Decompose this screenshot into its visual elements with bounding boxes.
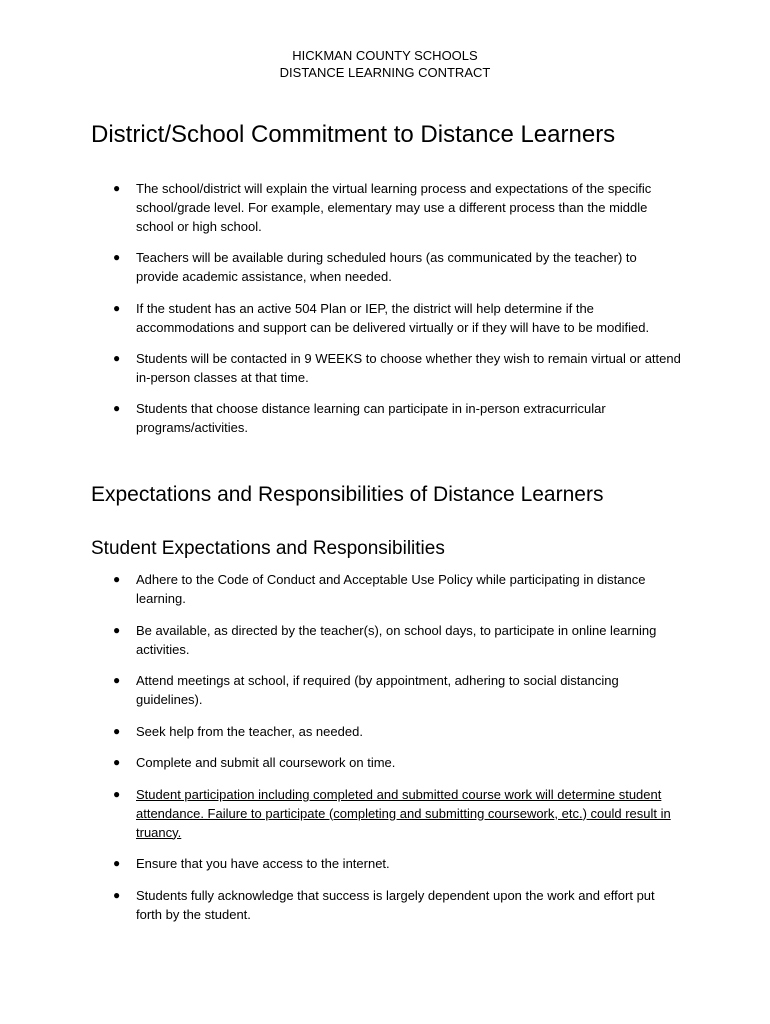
list-item xyxy=(91,886,681,924)
list-item-text: If the student has an active 504 Plan or IEP, the district will help determine if the accommodations and support can be delivered virtually or if they will have to be modified. xyxy=(136,300,650,335)
list-item xyxy=(91,722,681,741)
bullet-icon: ● xyxy=(113,856,121,870)
bullet-icon: ● xyxy=(113,181,121,195)
bullet-icon: ● xyxy=(113,572,121,586)
attendance-policy-text: Student participation including completed and submitted course work will determine student attendance. Failure to participate (completing and submitting coursework, etc.) could result in truancy. xyxy=(136,786,671,840)
bullet-icon: ● xyxy=(113,786,121,801)
list-item xyxy=(91,753,681,772)
list-item-text: Ensure that you have access to the internet. xyxy=(136,856,390,871)
document-header xyxy=(0,47,770,81)
expectations-heading: Expectations and Responsibilities of Distance Learners xyxy=(91,483,604,506)
list-item xyxy=(91,785,681,842)
list-item xyxy=(91,248,681,286)
header-district: HICKMAN COUNTY SCHOOLS xyxy=(292,48,478,63)
list-item-text: Attend meetings at school, if required (by appointment, adhering to social distancing guidelines). xyxy=(136,673,619,707)
list-item xyxy=(91,399,681,437)
header-contract-title: DISTANCE LEARNING CONTRACT xyxy=(279,65,491,80)
list-item xyxy=(91,299,681,337)
list-item-text: Students will be contacted in 9 WEEKS to choose whether they wish to remain virtual or attend in-person classes at that time. xyxy=(136,350,681,385)
commitment-list xyxy=(91,179,681,449)
list-item-text: The school/district will explain the virtual learning process and expectations of the specific school/grade level. For example, elementary may use a different process than the middle school or high school. xyxy=(136,181,652,234)
commitment-heading: District/School Commitment to Distance Learners xyxy=(91,121,616,148)
list-item-text: Adhere to the Code of Conduct and Acceptable Use Policy while participating in distance learning. xyxy=(136,572,646,606)
list-item-text: Students that choose distance learning can participate in in-person extracurricular programs/activities. xyxy=(136,401,606,436)
list-item xyxy=(91,621,681,659)
bullet-icon: ● xyxy=(113,673,121,687)
list-item-text: Teachers will be available during scheduled hours (as communicated by the teacher) to provide academic assistance, when needed. xyxy=(136,250,637,285)
bullet-icon: ● xyxy=(113,622,121,637)
bullet-icon: ● xyxy=(113,300,121,315)
list-item-text: Seek help from the teacher, as needed. xyxy=(136,723,363,739)
bullet-icon: ● xyxy=(113,250,121,265)
list-item xyxy=(91,854,681,873)
list-item xyxy=(91,349,681,387)
list-item-text: Complete and submit all coursework on time. xyxy=(136,755,396,770)
bullet-icon: ● xyxy=(113,401,121,416)
bullet-icon: ● xyxy=(113,723,121,738)
student-list xyxy=(91,570,681,936)
list-item xyxy=(91,570,681,608)
bullet-icon: ● xyxy=(113,887,121,902)
bullet-icon: ● xyxy=(113,755,121,769)
list-item xyxy=(91,671,681,709)
list-item-text: Students fully acknowledge that success is largely dependent upon the work and effort put forth by the student. xyxy=(136,887,655,922)
bullet-icon: ● xyxy=(113,350,121,365)
list-item xyxy=(91,179,681,236)
student-heading: Student Expectations and Responsibilities xyxy=(91,538,445,559)
list-item-text: Be available, as directed by the teacher(s), on school days, to participate in online learning activities. xyxy=(136,622,657,657)
